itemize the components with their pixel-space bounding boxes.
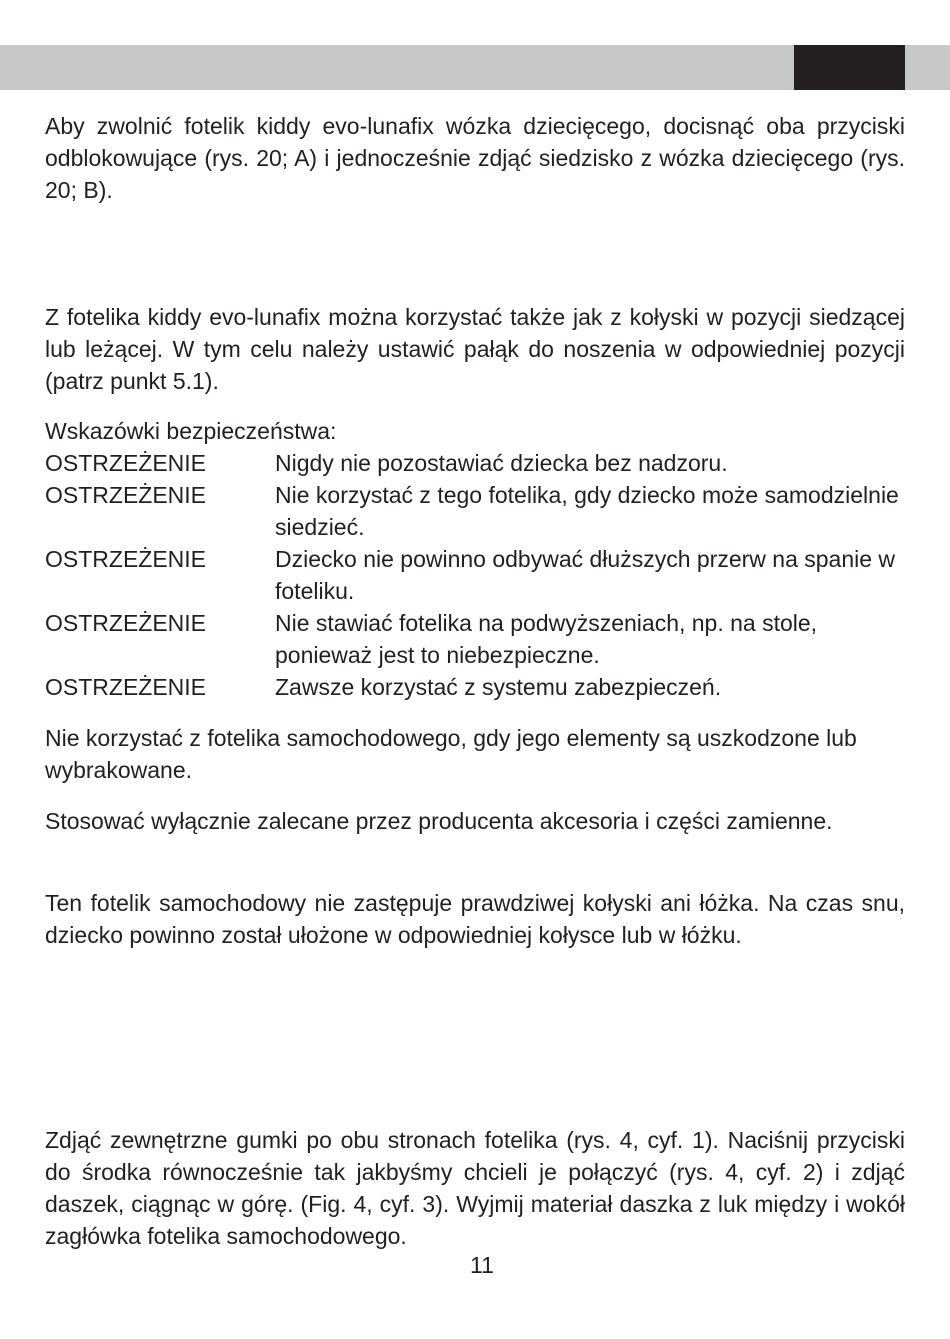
paragraph-cradle: Ten fotelik samochodowy nie zastępuje prawdziwej kołyski ani łóżka. Na czas snu, dziecko powinno został ułożone w odpowiedniej kołysce lub w łóżku. — [45, 890, 905, 948]
paragraph-accessories: Stosować wyłącznie zalecane przez producenta akcesoria i części zamienne. — [45, 808, 833, 834]
header-tab-block — [794, 45, 905, 90]
warning-text: Zawsze korzystać z systemu zabezpieczeń. — [275, 674, 722, 700]
warning-label: OSTRZEŻENIE — [45, 546, 207, 572]
safety-heading: Wskazówki bezpieczeństwa: — [45, 418, 337, 444]
paragraph-damaged: Nie korzystać z fotelika samochodowego, gdy jego elementy są uszkodzone lub wybrakowane. — [45, 725, 857, 783]
page-number: 11 — [470, 1252, 494, 1278]
paragraph-canopy: Zdjąć zewnętrzne gumki po obu stronach fotelika (rys. 4, cyf. 1). Naciśnij przyciski do środka równocześnie tak jakbyśmy chcieli je połączyć (rys. 4, cyf. 2) i zdjąć daszek, ciągnąc w górę. (Fig. 4, cyf. 3). Wyjmij materiał daszka z luk między i wokół zagłówka fotelika samochodowego. — [45, 1127, 905, 1249]
warning-label: OSTRZEŻENIE — [45, 482, 207, 508]
warning-text: Nigdy nie pozostawiać dziecka bez nadzoru. — [275, 450, 728, 476]
warning-label: OSTRZEŻENIE — [45, 450, 207, 476]
warning-text: Nie korzystać z tego fotelika, gdy dziecko może samodzielnie siedzieć. — [275, 482, 899, 540]
warning-label: OSTRZEŻENIE — [45, 674, 207, 700]
warning-text: Nie stawiać fotelika na podwyższeniach, np. na stole, ponieważ jest to niebezpieczne. — [275, 610, 818, 668]
warning-text: Dziecko nie powinno odbywać dłuższych przerw na spanie w foteliku. — [275, 546, 896, 604]
paragraph-release: Aby zwolnić fotelik kiddy evo-lunafix wózka dziecięcego, docisnąć oba przyciski odblokowujące (rys. 20; A) i jednocześnie zdjąć siedzisko z wózka dziecięcego (rys. 20; B). — [45, 113, 905, 203]
warning-label: OSTRZEŻENIE — [45, 610, 207, 636]
paragraph-rocker: Z fotelika kiddy evo-lunafix można korzystać także jak z kołyski w pozycji siedzącej lub leżącej. W tym celu należy ustawić pałąk do noszenia w odpowiedniej pozycji (patrz punkt 5.1). — [45, 304, 905, 394]
